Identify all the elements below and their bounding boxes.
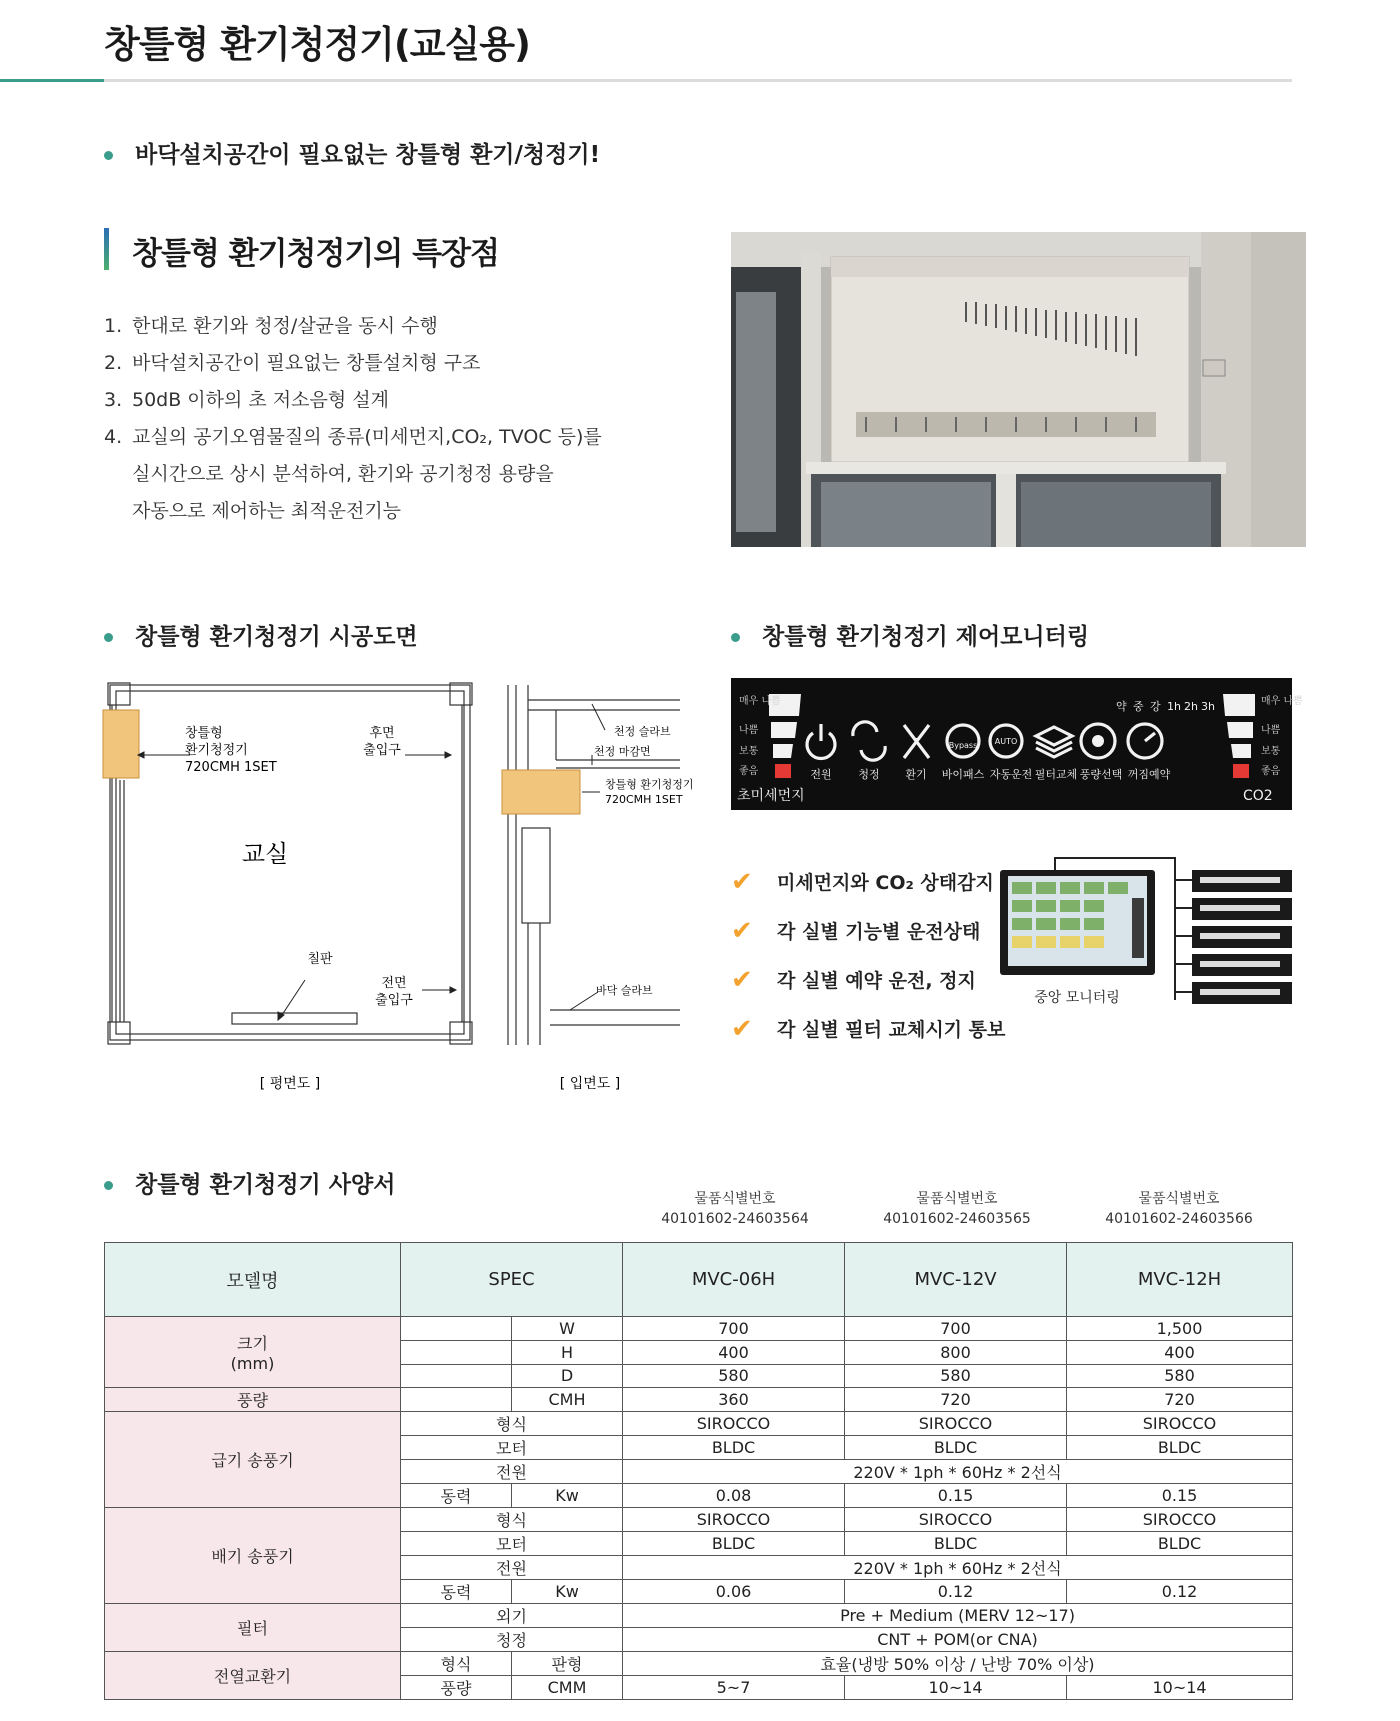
product-photo [731, 232, 1306, 547]
plan-label-board: 칠판 [307, 952, 333, 967]
table-row: 모터 BLDC BLDC BLDC [105, 1532, 1293, 1556]
header-cell: SPEC [401, 1243, 623, 1317]
central-monitoring-label: 중앙 모니터링 [1034, 990, 1120, 1006]
check-item: ✔ 각 실별 필터 교체시기 통보 [731, 1013, 1006, 1044]
bullet-dot [104, 633, 113, 642]
plan-label-unit: 창틀형 [185, 726, 223, 741]
button-label: 환기 [905, 768, 927, 781]
monitor-heading: 창틀형 환기청정기 제어모니터링 [731, 618, 1089, 651]
intro-text: 바닥설치공간이 필요없는 창틀형 환기/청정기! [135, 142, 601, 168]
table-row: H 400 800 400 [105, 1340, 1293, 1364]
svg-text:AUTO: AUTO [994, 737, 1018, 746]
table-row: 모터 BLDC BLDC BLDC [105, 1436, 1293, 1460]
level-label: 보통 [1261, 746, 1281, 757]
level-label: 좋음 [739, 766, 759, 777]
plan-label-rear: 후면 [369, 726, 395, 741]
pm-label: 초미세먼지 [737, 788, 805, 804]
timer-label: 1h [1167, 700, 1181, 713]
button-label: 필터교체 [1034, 768, 1078, 781]
table-row: 전열교환기 형식 판형 효율(냉방 50% 이상 / 난방 70% 이상) [105, 1652, 1293, 1676]
intro-heading [104, 136, 600, 169]
fan-speed-label: 강 [1150, 700, 1161, 713]
table-row: 동력 Kw 0.08 0.15 0.15 [105, 1484, 1293, 1508]
header-cell: MVC-06H [623, 1243, 845, 1317]
plan-label-rear2: 출입구 [363, 743, 401, 758]
section-accent-bar [104, 228, 109, 270]
category-cell: 크기 (mm) [105, 1317, 401, 1388]
feature-item: 3. 50dB 이하의 초 저소음형 설계 [104, 389, 389, 411]
table-row: 필터 외기 Pre + Medium (MERV 12~17) [105, 1604, 1293, 1628]
plan-label-front2: 출입구 [375, 993, 413, 1008]
spec-table [104, 1242, 1293, 1700]
table-row: 배기 송풍기 형식 SIROCCO SIROCCO SIROCCO [105, 1508, 1293, 1532]
level-label: 나쁨 [1261, 725, 1281, 736]
level-label: 나쁨 [739, 725, 759, 736]
button-label: 꺼짐예약 [1127, 768, 1171, 781]
plan-label-unit2: 환기청정기 [185, 743, 248, 758]
bullet-dot [104, 1181, 113, 1190]
check-item: ✔ 미세먼지와 CO₂ 상태감지 [731, 866, 994, 897]
check-icon: ✔ [731, 866, 753, 897]
button-label: 풍량선택 [1079, 768, 1123, 781]
elev-label-ceiling-slab: 천정 슬라브 [614, 725, 671, 738]
spec-heading: 창틀형 환기청정기 사양서 [104, 1166, 395, 1199]
product-id: 물품식별번호 40101602-24603565 [883, 1191, 1031, 1227]
feature-item: 4. 교실의 공기오염물질의 종류(미세먼지,CO₂, TVOC 등)를 [104, 426, 602, 448]
check-icon: ✔ [731, 915, 753, 946]
plan-label-room: 교실 [241, 840, 289, 868]
table-row: 동력 Kw 0.06 0.12 0.12 [105, 1580, 1293, 1604]
header-cell: MVC-12V [845, 1243, 1067, 1317]
header-cell: MVC-12H [1067, 1243, 1293, 1317]
plan-label-unit3: 720CMH 1SET [185, 760, 277, 775]
table-row: 급기 송풍기 형식 SIROCCO SIROCCO SIROCCO [105, 1412, 1293, 1436]
elev-label-ceiling-finish: 천정 마감면 [594, 745, 651, 758]
product-id: 물품식별번호 40101602-24603566 [1105, 1191, 1253, 1227]
construction-drawing [100, 680, 694, 1100]
elev-label-floor-slab: 바닥 슬라브 [596, 984, 653, 997]
header-cell: 모델명 [105, 1243, 401, 1317]
table-row: 전원 220V * 1ph * 60Hz * 2선식 [105, 1460, 1293, 1484]
monitoring-checklist [731, 857, 1005, 1053]
title-accent-rule [0, 79, 104, 82]
features-list [104, 308, 602, 530]
fan-speed-label: 약 [1116, 700, 1127, 713]
product-id: 물품식별번호 40101602-24603564 [661, 1191, 809, 1227]
timer-label: 3h [1201, 700, 1215, 713]
button-label: 전원 [810, 768, 832, 781]
level-label: 보통 [739, 746, 759, 757]
button-label: 바이패스 [941, 768, 985, 781]
button-label: 청정 [858, 768, 880, 781]
table-row: 청정 CNT + POM(or CNA) [105, 1628, 1293, 1652]
plan-label-front: 전면 [381, 976, 407, 991]
feature-item: 2. 바닥설치공간이 필요없는 창틀설치형 구조 [104, 352, 481, 374]
button-label: 자동운전 [989, 768, 1033, 781]
page-title: 창틀형 환기청정기(교실용) [104, 23, 530, 66]
elev-label-unit: 창틀형 환기청정기 [605, 778, 694, 791]
elev-label-unit2: 720CMH 1SET [605, 793, 683, 806]
level-label: 매우 나쁨 [739, 696, 781, 707]
central-monitoring-diagram [1000, 858, 1295, 1018]
control-panel [731, 678, 1303, 810]
check-item: ✔ 각 실별 기능별 운전상태 [731, 915, 981, 946]
timer-label: 2h [1184, 700, 1198, 713]
bullet-dot [104, 151, 113, 160]
elevation-caption: [ 입면도 ] [559, 1076, 621, 1092]
check-icon: ✔ [731, 964, 753, 995]
feature-item: 1. 한대로 환기와 청정/살균을 동시 수행 [104, 315, 438, 337]
fan-speed-label: 중 [1133, 700, 1144, 713]
table-header-row [105, 1243, 1293, 1317]
level-label: 매우 나쁨 [1261, 696, 1303, 707]
level-label: 좋음 [1261, 766, 1281, 777]
table-row: D 580 580 580 [105, 1364, 1293, 1388]
title-rule [104, 79, 1292, 82]
co2-label: CO2 [1243, 788, 1273, 804]
table-row: 풍량 CMH 360 720 720 [105, 1388, 1293, 1412]
plan-caption: [ 평면도 ] [259, 1076, 321, 1092]
check-icon: ✔ [731, 1013, 753, 1044]
table-row: 풍량 CMM 5~7 10~14 10~14 [105, 1676, 1293, 1700]
bullet-dot [731, 633, 740, 642]
feature-item-continued: 자동으로 제어하는 최적운전기능 [132, 500, 402, 522]
drawing-heading: 창틀형 환기청정기 시공도면 [104, 618, 418, 651]
table-row: 크기 (mm) W 700 700 1,500 [105, 1317, 1293, 1341]
feature-item-continued: 실시간으로 상시 분석하여, 환기와 공기청정 용량을 [132, 463, 554, 485]
svg-text:Bypass: Bypass [948, 741, 978, 750]
check-item: ✔ 각 실별 예약 운전, 정지 [731, 964, 976, 995]
features-heading: 창틀형 환기청정기의 특장점 [132, 236, 499, 272]
table-row: 전원 220V * 1ph * 60Hz * 2선식 [105, 1556, 1293, 1580]
